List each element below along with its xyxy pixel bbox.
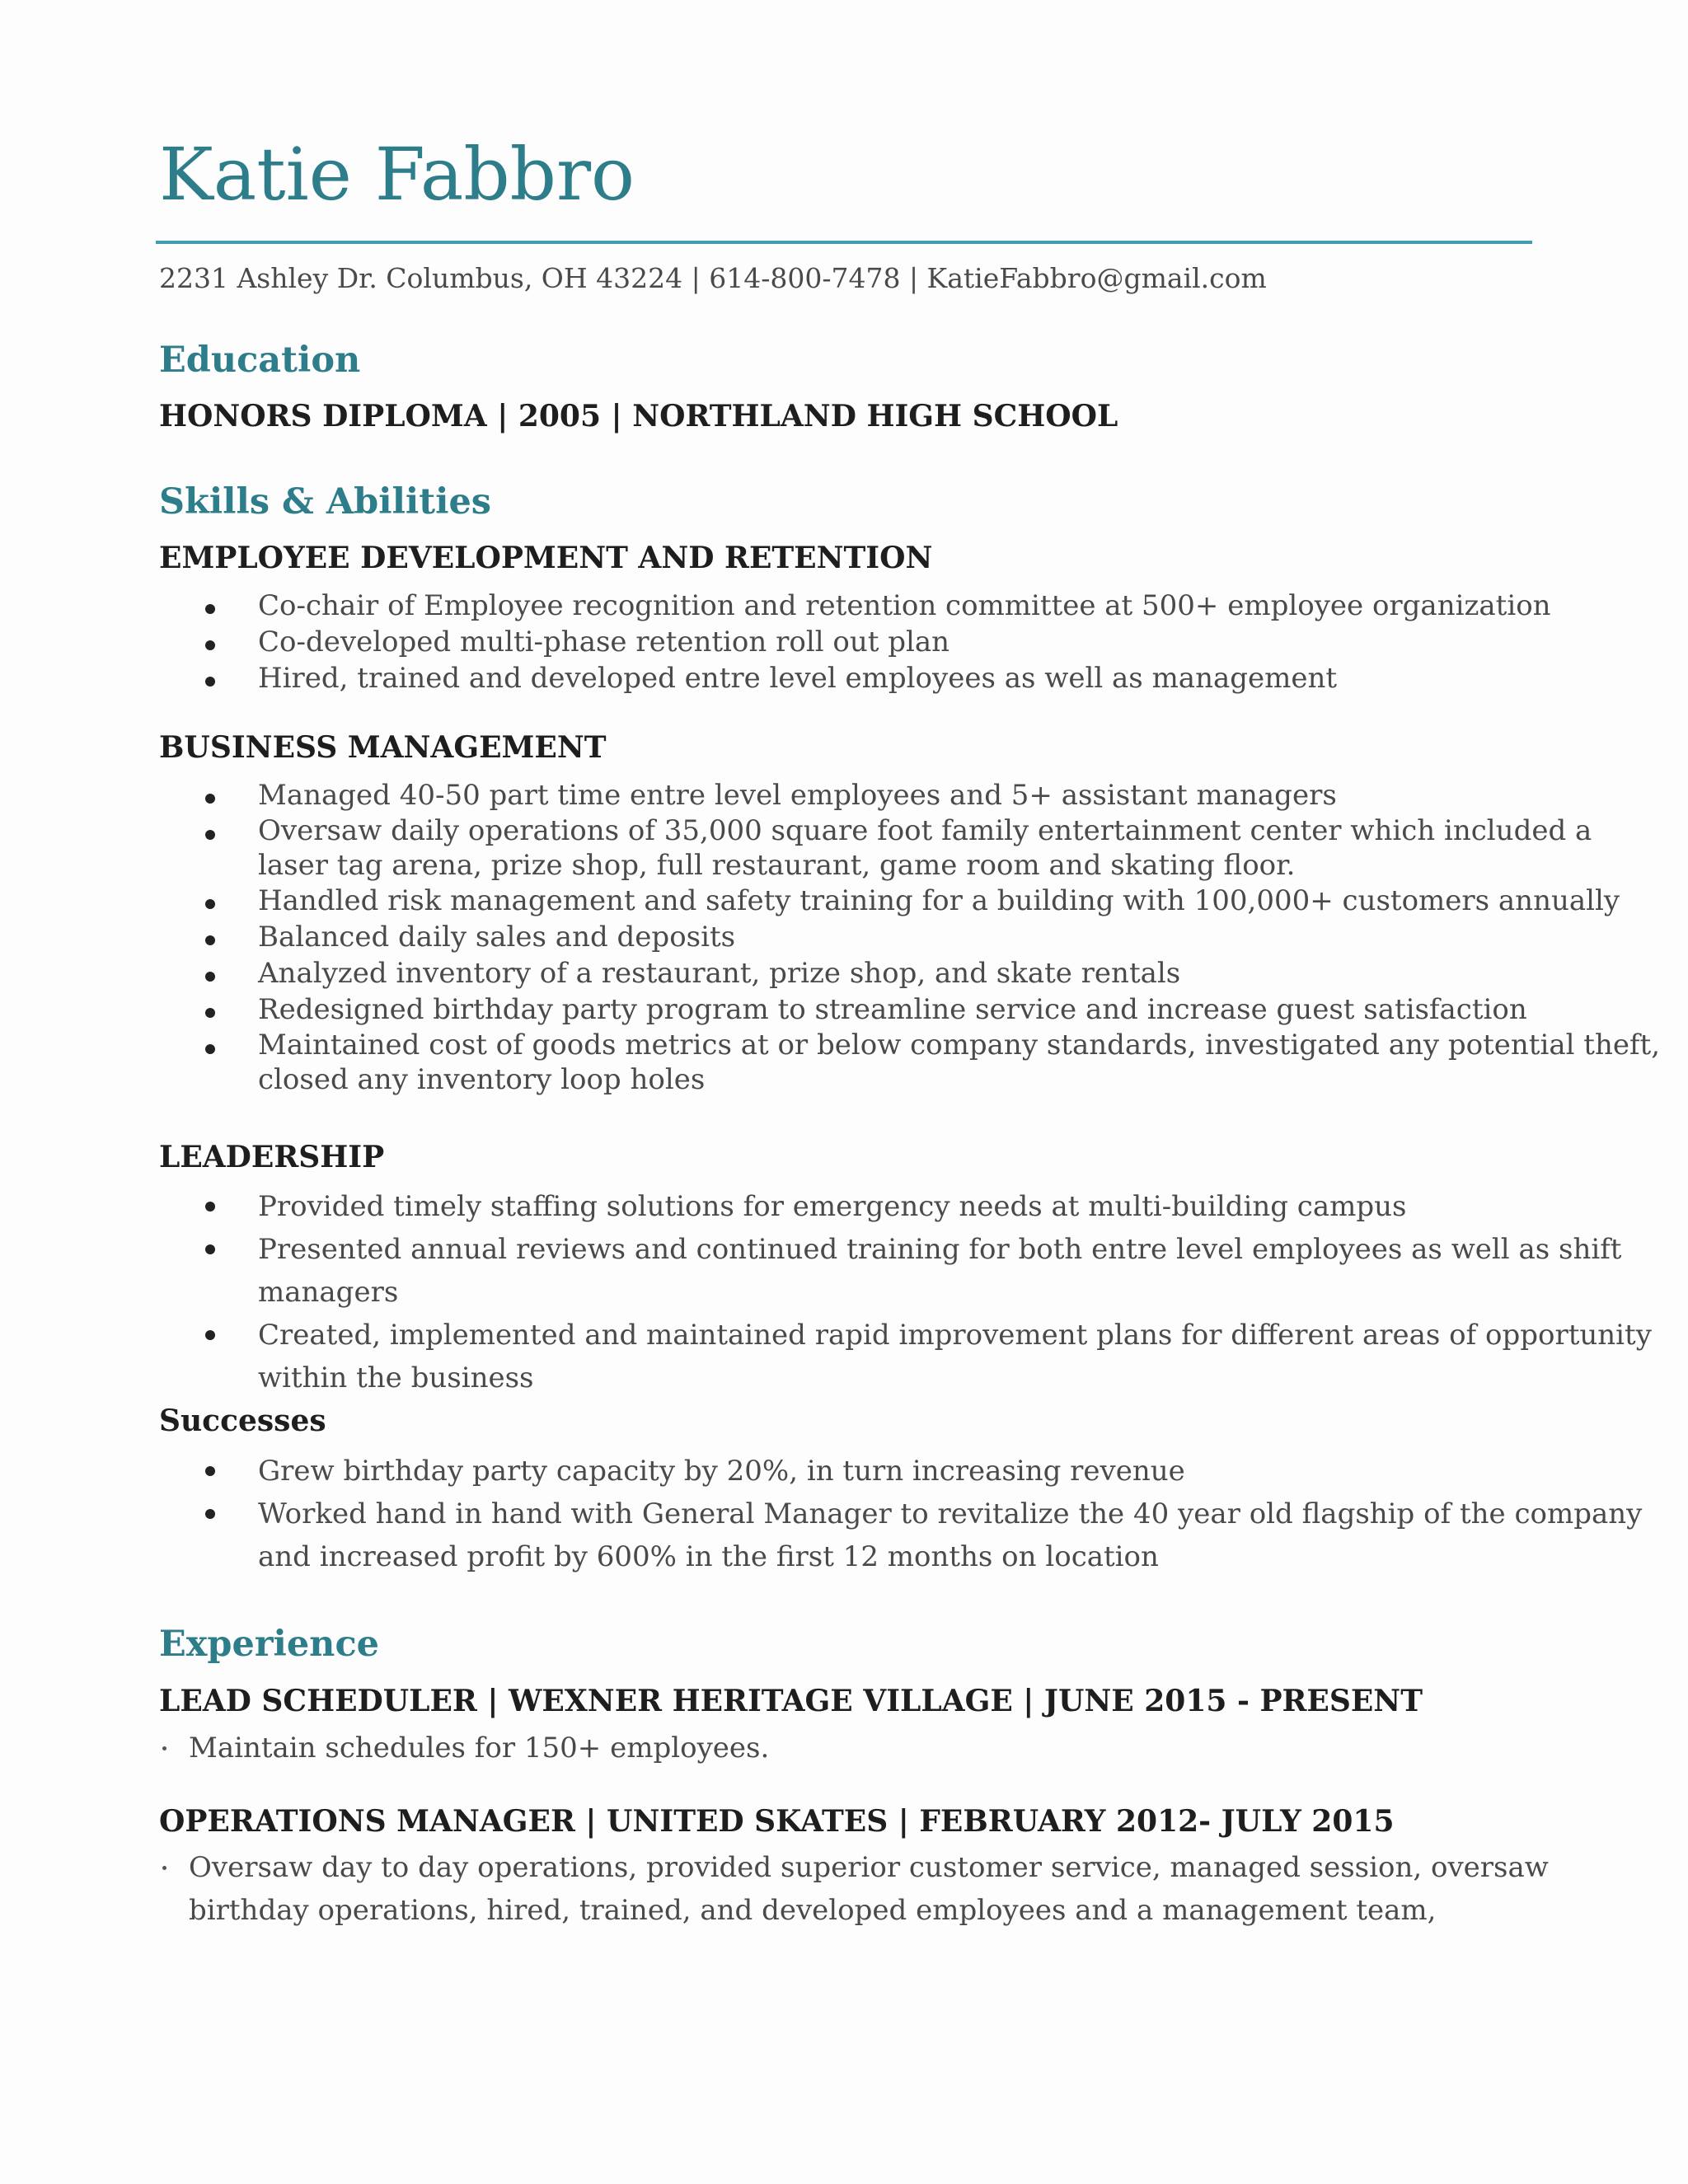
list-item: Oversaw day to day operations, provided superior customer service, managed session, oversaw birthday operations, hired, trained, and developed employees and a management team, bbox=[159, 1846, 1544, 1932]
bullet-icon bbox=[162, 1866, 166, 1870]
list-item: Balanced daily sales and deposits bbox=[159, 919, 1544, 955]
bullet-icon bbox=[205, 1044, 215, 1054]
bullet-icon bbox=[205, 1466, 215, 1476]
bullet-icon bbox=[205, 794, 215, 804]
list-item: Provided timely staffing solutions for emergency needs at multi-building campus bbox=[159, 1185, 1544, 1228]
skill-group-list bbox=[159, 1185, 1652, 1399]
education-entry: HONORS DIPLOMA | 2005 | NORTHLAND HIGH SCHOOL bbox=[159, 399, 1118, 434]
contact-info: 2231 Ashley Dr. Columbus, OH 43224 | 614-800-7478 | KatieFabbro@gmail.com bbox=[159, 262, 1267, 294]
skill-group-heading: LEADERSHIP bbox=[159, 1140, 385, 1174]
bullet-icon bbox=[205, 1244, 215, 1254]
skill-group-list bbox=[159, 1450, 1643, 1578]
bullet-icon bbox=[205, 1008, 215, 1018]
list-item: Analyzed inventory of a restaurant, prize shop, and skate rentals bbox=[159, 955, 1544, 991]
list-item: Worked hand in hand with General Manager to revitalize the 40 year old flagship of the company and increased profit by 600% in the first 12 months on location bbox=[159, 1493, 1544, 1578]
list-item: Maintain schedules for 150+ employees. bbox=[159, 1727, 1544, 1769]
bullet-icon bbox=[205, 640, 215, 650]
section-title-experience: Experience bbox=[159, 1624, 379, 1665]
list-item: Grew birthday party capacity by 20%, in turn increasing revenue bbox=[159, 1450, 1544, 1493]
section-title-skills: Skills & Abilities bbox=[159, 481, 492, 523]
header-divider bbox=[156, 241, 1532, 244]
list-item: Co-developed multi-phase retention roll out plan bbox=[159, 624, 1544, 660]
bullet-icon bbox=[205, 1509, 215, 1519]
bullet-icon bbox=[205, 830, 215, 840]
bullet-icon bbox=[205, 899, 215, 909]
job-duties-list bbox=[159, 1846, 1549, 1932]
bullet-icon bbox=[205, 972, 215, 982]
bullet-icon bbox=[162, 1746, 166, 1750]
list-item: Maintained cost of goods metrics at or below company standards, investigated any potential theft, closed any inventory loop holes bbox=[159, 1028, 1544, 1097]
skill-group-heading: Successes bbox=[159, 1404, 326, 1438]
bullet-icon bbox=[205, 1202, 215, 1212]
candidate-name: Katie Fabbro bbox=[159, 132, 635, 217]
skill-group-list bbox=[159, 777, 1661, 1097]
list-item: Presented annual reviews and continued training for both entre level employees as well as shift managers bbox=[159, 1228, 1544, 1314]
list-item: Redesigned birthday party program to streamline service and increase guest satisfaction bbox=[159, 991, 1544, 1028]
list-item: Handled risk management and safety training for a building with 100,000+ customers annually bbox=[159, 883, 1544, 919]
job-heading: LEAD SCHEDULER | WEXNER HERITAGE VILLAGE | JUNE 2015 - PRESENT bbox=[159, 1684, 1423, 1718]
bullet-icon bbox=[205, 677, 215, 687]
list-item: Managed 40-50 part time entre level employees and 5+ assistant managers bbox=[159, 777, 1544, 813]
list-item: Co-chair of Employee recognition and retention committee at 500+ employee organization bbox=[159, 588, 1544, 624]
list-item: Hired, trained and developed entre level employees as well as management bbox=[159, 660, 1544, 696]
job-duties-list bbox=[159, 1727, 1544, 1769]
job-heading: OPERATIONS MANAGER | UNITED SKATES | FEBRUARY 2012- JULY 2015 bbox=[159, 1804, 1395, 1839]
bullet-icon bbox=[205, 604, 215, 614]
section-title-education: Education bbox=[159, 340, 361, 381]
skill-group-heading: BUSINESS MANAGEMENT bbox=[159, 730, 607, 765]
skill-group-heading: EMPLOYEE DEVELOPMENT AND RETENTION bbox=[159, 541, 933, 575]
skill-group-list bbox=[159, 588, 1551, 696]
bullet-icon bbox=[205, 1330, 215, 1340]
bullet-icon bbox=[205, 935, 215, 945]
list-item: Created, implemented and maintained rapid improvement plans for different areas of opportunity within the business bbox=[159, 1314, 1544, 1399]
list-item: Oversaw daily operations of 35,000 square foot family entertainment center which included a laser tag arena, prize shop, full restaurant, game room and skating floor. bbox=[159, 813, 1544, 883]
